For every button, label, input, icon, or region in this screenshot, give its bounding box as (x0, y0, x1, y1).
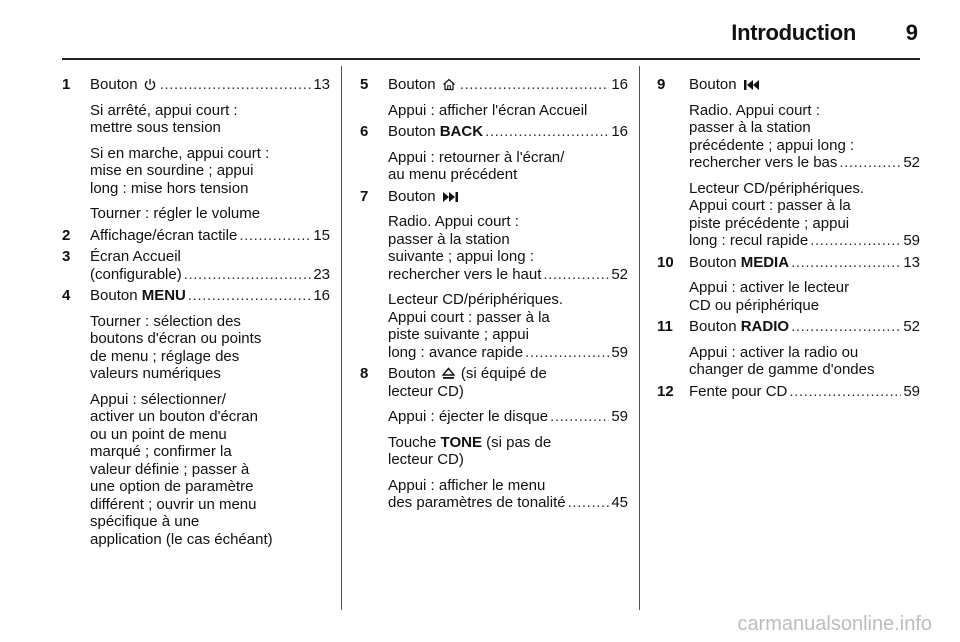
text-line: spécifique à une (90, 513, 200, 530)
text-line: CD ou périphérique (689, 296, 820, 314)
item-7 (360, 188, 628, 362)
leader-dots (810, 232, 901, 250)
page-ref: 16 (611, 76, 628, 93)
text-line: Appui : éjecter le disque (388, 408, 549, 425)
entry-label: Bouton (90, 76, 138, 93)
text-line: valeurs numériques (90, 365, 221, 382)
entry-label: (configurable) (90, 265, 182, 283)
page-ref: 16 (611, 123, 628, 140)
page-ref: 52 (611, 265, 628, 283)
item-number: 4 (62, 287, 71, 304)
button-name: BACK (439, 123, 484, 140)
text-line: au menu précédent (388, 166, 518, 183)
page-ref: 59 (611, 343, 628, 361)
entry-label: Bouton (689, 253, 737, 271)
text-line: mise en sourdine ; appui (90, 162, 254, 179)
item-number: 9 (657, 76, 666, 93)
eject-icon (442, 367, 455, 380)
description (90, 205, 330, 223)
item-4 (62, 287, 330, 548)
index-entry (90, 287, 330, 305)
text-line: ou un point de menu (90, 425, 227, 443)
page-ref: 23 (313, 265, 330, 283)
index-entry (388, 266, 628, 284)
text-line: Tourner : sélection des (90, 312, 241, 330)
home-icon (442, 78, 456, 91)
entry-label: lecteur CD) (388, 382, 464, 400)
item-number: 10 (657, 253, 674, 271)
text-line: rechercher vers le bas (689, 154, 838, 171)
text-line: valeur définie ; passer à (90, 460, 250, 478)
description (689, 102, 920, 172)
index-entry (388, 123, 628, 141)
description (689, 180, 920, 250)
item-12 (657, 383, 920, 401)
column-3 (657, 76, 920, 400)
item-1 (62, 76, 330, 223)
page-number: 9 (905, 20, 918, 45)
text-line: Si en marche, appui court : (90, 144, 270, 162)
entry-label: Bouton (388, 187, 436, 205)
item-number: 8 (360, 365, 369, 382)
description (388, 291, 628, 361)
text-line: différent ; ouvrir un menu (90, 495, 257, 513)
description (388, 149, 628, 184)
leader-dots (460, 76, 610, 94)
page-ref: 52 (903, 318, 920, 335)
text-line: Radio. Appui court : (689, 101, 820, 119)
text-line: piste suivante ; appui (388, 326, 529, 343)
entry-label: Bouton (388, 76, 436, 93)
description (90, 391, 330, 549)
index-entry (90, 76, 330, 94)
header-rule (62, 58, 920, 60)
text-line: Appui : retourner à l'écran/ (388, 148, 565, 166)
item-2 (62, 227, 330, 245)
text-line: Appui court : passer à la (689, 197, 851, 214)
description (388, 434, 628, 469)
text-line: Appui : afficher l'écran Accueil (388, 101, 588, 119)
item-number: 7 (360, 187, 369, 205)
text-line: changer de gamme d'ondes (689, 361, 875, 378)
text-line: rechercher vers le haut (388, 265, 542, 283)
text-line: Appui court : passer à la (388, 308, 550, 326)
index-entry (689, 232, 920, 250)
previous-track-icon (743, 79, 761, 91)
description (90, 145, 330, 198)
text-line: Lecteur CD/périphériques. (388, 291, 564, 308)
section-title: Introduction (731, 20, 856, 45)
text-line: Radio. Appui court : (388, 213, 519, 230)
text-line: de menu ; réglage des (90, 347, 240, 365)
leader-dots (550, 408, 609, 426)
text-line: Tourner : régler le volume (90, 205, 261, 222)
text-line: activer un bouton d'écran (90, 408, 258, 425)
description (388, 213, 628, 283)
page-ref: 52 (903, 154, 920, 171)
next-track-icon (442, 191, 460, 203)
leader-dots (160, 76, 312, 94)
text-line: passer à la station (388, 230, 510, 248)
leader-dots (485, 123, 609, 141)
leader-dots (839, 154, 901, 172)
leader-dots (791, 318, 901, 336)
entry-label: Fente pour CD (689, 382, 788, 400)
item-number: 3 (62, 248, 71, 265)
watermark: carmanualsonline.info (737, 613, 932, 635)
text-line: long : avance rapide (388, 343, 524, 361)
item-number: 6 (360, 123, 369, 140)
page-ref: 16 (313, 287, 330, 304)
index-entry (388, 344, 628, 362)
index-entry (388, 494, 628, 512)
page-ref: 59 (903, 382, 920, 400)
entry-label: Bouton (689, 318, 737, 335)
text-line: (si pas de (486, 433, 552, 451)
item-number: 11 (657, 318, 673, 335)
description (90, 102, 330, 137)
description (388, 408, 628, 426)
text-line: Appui : sélectionner/ (90, 390, 226, 408)
text-line: long : recul rapide (689, 232, 809, 249)
item-number: 2 (62, 226, 71, 244)
item-number: 1 (62, 76, 71, 93)
description (689, 344, 920, 379)
column-1 (62, 76, 330, 548)
entry-label: Écran Accueil (90, 248, 181, 265)
page-header (62, 18, 918, 58)
leader-dots (789, 383, 901, 401)
index-entry (689, 383, 920, 401)
entry-label: Bouton (388, 123, 436, 140)
text-line: application (le cas échéant) (90, 530, 273, 548)
text-line: Appui : activer la radio ou (689, 343, 859, 361)
button-name: MEDIA (740, 253, 790, 271)
leader-dots (239, 227, 311, 245)
leader-dots (791, 254, 901, 272)
button-name: TONE (440, 433, 482, 451)
item-8 (360, 365, 628, 512)
entry-label: (si équipé de (460, 365, 547, 382)
page-ref: 45 (611, 494, 628, 511)
entry-label: Affichage/écran tactile (90, 226, 238, 244)
item-9 (657, 76, 920, 250)
leader-dots (568, 494, 610, 512)
entry-label: Bouton (90, 287, 138, 304)
item-5 (360, 76, 628, 119)
page-ref: 13 (903, 253, 920, 271)
index-entry (689, 254, 920, 272)
text-line: lecteur CD) (388, 451, 464, 468)
text-line: des paramètres de tonalité (388, 494, 566, 511)
text-line: Si arrêté, appui court : (90, 101, 238, 119)
text-line: Appui : afficher le menu (388, 476, 546, 494)
index-entry (388, 76, 628, 94)
text-line: mettre sous tension (90, 119, 221, 136)
page-ref: 15 (313, 226, 330, 244)
index-entry (689, 154, 920, 172)
index-entry (388, 408, 628, 426)
page-ref: 59 (903, 232, 920, 249)
text-line: une option de paramètre (90, 478, 254, 495)
item-11 (657, 318, 920, 379)
item-number: 5 (360, 76, 369, 93)
description (388, 477, 628, 512)
entry-label: Bouton (388, 365, 436, 382)
power-icon (144, 78, 156, 91)
index-entry (90, 227, 330, 245)
text-line: piste précédente ; appui (689, 214, 850, 232)
page-ref: 59 (611, 408, 628, 425)
text-line: marqué ; confirmer la (90, 443, 232, 460)
index-entry (90, 266, 330, 284)
column-divider (341, 66, 342, 610)
description (90, 313, 330, 383)
text-line: suivante ; appui long : (388, 248, 534, 265)
leader-dots (525, 344, 609, 362)
button-name: RADIO (740, 318, 790, 335)
description (689, 279, 920, 314)
text-line: boutons d'écran ou points (90, 330, 262, 347)
leader-dots (184, 266, 312, 284)
column-2 (360, 76, 628, 512)
text-line: Lecteur CD/périphériques. (689, 179, 865, 197)
index-entry (689, 318, 920, 336)
item-6 (360, 123, 628, 184)
leader-dots (188, 287, 311, 305)
text-line: précédente ; appui long : (689, 136, 855, 154)
text-line: passer à la station (689, 119, 811, 136)
page-ref: 13 (313, 76, 330, 93)
item-3 (62, 248, 330, 283)
item-number: 12 (657, 382, 674, 400)
leader-dots (543, 266, 609, 284)
button-name: MENU (141, 287, 186, 304)
item-10 (657, 254, 920, 315)
text-line: Appui : activer le lecteur (689, 279, 850, 296)
text-line: Touche (388, 433, 437, 451)
description (388, 102, 628, 120)
entry-label: Bouton (689, 76, 737, 93)
column-divider (639, 66, 640, 610)
text-line: long : mise hors tension (90, 179, 249, 197)
